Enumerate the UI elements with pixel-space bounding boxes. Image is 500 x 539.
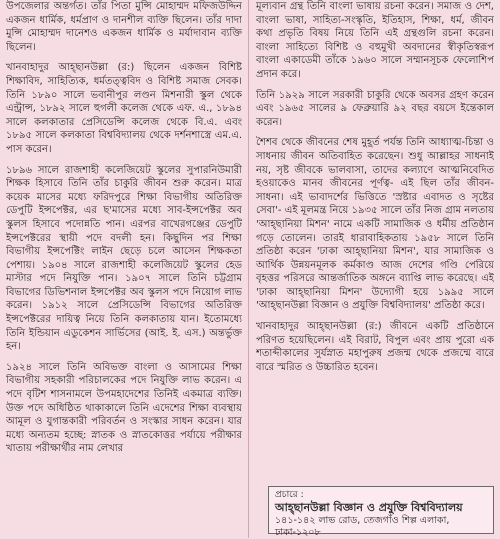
publisher-label: প্রচারে : (275, 490, 304, 500)
paragraph: উপজেলার অন্তর্গত। তাঁর পিতা মুন্সি মোহাম্মদ মফিজউদ্দিন একজন ধার্মিক, ধর্মপ্রাণ ও দানশীল ব্যক্তি ছিলেন। তাঁর দাদা মুন্সি মোহাম্মদ দানেশও একজন ধার্মিক ও মর্যাদাবান ব্যক্তি ছিলেন। (6, 1, 242, 53)
paragraph: ১৮৯৬ সালে রাজশাহী কলেজিয়েট স্কুলের সুপারনিউমারী শিক্ষক হিসাবে তিনি তাঁর চাকুরি জীবন শুরু করেন। মাত্র কয়েক মাসের মধ্যে ফরিদপুরে শিক্ষা বিভাগীয় অতিরিক্ত ডেপুটি ইন্সপেক্টর, এর ছ'মাসের মধ্যে সাব-ইন্সপেক্টর অব স্কুলস হিসাবে পদোন্নতি পান। এরপর বাখেরগঞ্জের ডেপুটি ইন্সপেক্টরের স্থায়ী পদে বদলী হন। কিছুদিন পর শিক্ষা বিভাগীয় ইন্সপেক্টিং লাইন ছেড়ে চলে আসেন শিক্ষকতা পেশায়। ১৯০৪ সালে রাজশাহী কলেজিয়েট স্কুলের হেড মাস্টার পদে নিযুক্তি পান। ১৯০৭ সালে তিনি চট্টগ্রাম বিভাগের ডিভিশনাল ইন্সপেক্টর অব স্কুলস পদে নিয়োগ লাভ করেন। ১৯১২ সালে প্রেসিডেন্সি বিভাগের অতিরিক্ত ইন্সপেক্টরের দায়িত্ব নিয়ে তিনি কলকাতায় যান। ইতোমধ্যে তিনি ইন্ডিয়ান এডুকেশন সার্ভিসের (আই. ই. এস.) অন্তর্ভুক্ত হন। (6, 164, 242, 353)
paragraph: শৈশব থেকে জীবনের শেষ মুহূর্ত পর্যন্ত তিনি আধ্যাত্ম-চিন্তা ও সাধনায় জীবন অতিবাহিত করেছেন। শুধু আল্লাহর সাধনাই নয়, সৃষ্ট জীবকে ভালবাসা, তাদের কল্যাণে আত্মনিবেদিত হওয়াকেও মানব জীবনের পূর্ণত্ব- এই ছিল তাঁর জীবন-সাধনা। এই ভাবাদর্শের ভিত্তিতে 'স্রষ্টার এবাদত ও সৃষ্টের সেবা'- এই মূলমন্ত্র নিয়ে ১৯৩৫ সালে তাঁর নিজ গ্রাম নলতায় 'আহ্ছানিয়া মিশন' নামে একটি সামাজিক ও ধর্মীয় প্রতিষ্ঠান গড়ে তোলেন। তারই ধারাবাহিকতায় ১৯৫৮ সালে তিনি প্রতিষ্ঠা করেন 'ঢাকা আহ্ছানিয়া মিশন', যার সামাজিক ও আর্থিক উন্নয়নমূলক কর্মকাণ্ড আজ দেশের গণ্ডি পেরিয়ে বৃহত্তর পরিসরে আন্তর্জাতিক অঙ্গনে ব্যাপ্তি লাভ করেছে। এই 'ঢাকা আহ্ছানিয়া মিশন' উদ্যোগী হয়ে ১৯৯৫ সালে 'আহ্ছানউল্লা বিজ্ঞান ও প্রযুক্তি বিশ্ববিদ্যালয়' প্রতিষ্ঠা করে। (256, 137, 494, 312)
paragraph: খানবাহাদুর আহ্ছানউল্লা (র:) জীবনে একটি প্রতিষ্ঠানে পরিণত হয়েছিলেন। এই বিরাট, বিপুল এবং প্রায় পুরো এক শতাব্দীকালের সুর্যস্নাত মহাপুরুষ প্রজন্ম থেকে প্রজন্মে বারে বারে স্মরিত ও উচ্চারিত হবেন। (256, 321, 494, 373)
publisher-name: আহ্ছানউল্লা বিজ্ঞান ও প্রযুক্তি বিশ্ববিদ্যালয় (275, 501, 463, 514)
column-divider (248, 0, 249, 538)
publisher-address: ১৪১-১৪২ লাভ রোড, তেজগাঁও শিল্প এলাকা, ঢাকা-১২০৮ (275, 515, 450, 538)
paragraph: ১৯২৪ সালে তিনি অবিভক্ত বাংলা ও আসামের শিক্ষা বিভাগীয় সহকারী পরিচালকের পদে নিযুক্তি লাভ করেন। এ পদে বৃটিশ শাসনামলে উপমহাদেশের তিনিই একমাত্র ব্যক্তি। উক্ত পদে অধিষ্ঠিত থাকাকালে তিনি এদেশের শিক্ষা ব্যবস্থায় আমূল ও যুগান্তকারী পরিবর্তন ও সংস্কার সাধন করেন। যার মধ্যে অন্যতম হচ্ছে: স্নাতক ও স্নাতকোত্তর পর্যায়ে পরীক্ষার খাতায় পরীক্ষার্থীর নাম লেখার (6, 361, 242, 455)
paragraph: খানবাহাদুর আহ্ছানউল্লা (র:) ছিলেন একজন বিশিষ্ট শিক্ষাবিদ, সাহিত্যিক, ধর্মতত্ত্ববিদ ও বিশিষ্ট সমাজ সেবক। তিনি ১৮৯০ সালে ভবানীপুর লণ্ডন মিশনারী স্কুল থেকে এন্ট্রান্স, ১৮৯২ সালে হুগলী কলেজ থেকে এফ. এ., ১৮৯৪ সালে কলকাতার প্রেসিডেন্সি কলেজ থেকে বি.এ. এবং ১৮৯৫ সালে কলকাতা বিশ্ববিদ্যালয় থেকে দর্শনশাস্ত্রে এম.এ. পাস করেন। (6, 62, 242, 155)
publisher-box (268, 486, 494, 538)
paragraph: তিনি ১৯২৯ সালে সরকারী চাকুরি থেকে অবসর গ্রহণ করেন এবং ১৯৬৫ সালের ৯ ফেব্রুয়ারি ৯২ বছর বয়সে ইন্তেকাল করেন। (256, 89, 494, 128)
paragraph: মূল্যবান গ্রন্থ তিনি বাংলা ভাষায় রচনা করেন। সমাজ ও দেশ, বাংলা ভাষা, সাহিত্য-সংস্কৃতি, ইতিহাস, শিক্ষা, ধর্ম, জীবন কথা প্রভৃতি বিষয় নিয়ে তিনি এই গ্রন্থগুলি রচনা করেন। বাংলা সাহিত্যে বিশিষ্ট ও বহুমুখী অবদানের স্বীকৃতিস্বরূপ বাংলা একাডেমী তাঁকে ১৯৬০ সালে সম্মানসূচক ফেলোশিপ প্রদান করে। (256, 1, 494, 80)
right-column (256, 0, 494, 538)
left-column (6, 0, 242, 538)
